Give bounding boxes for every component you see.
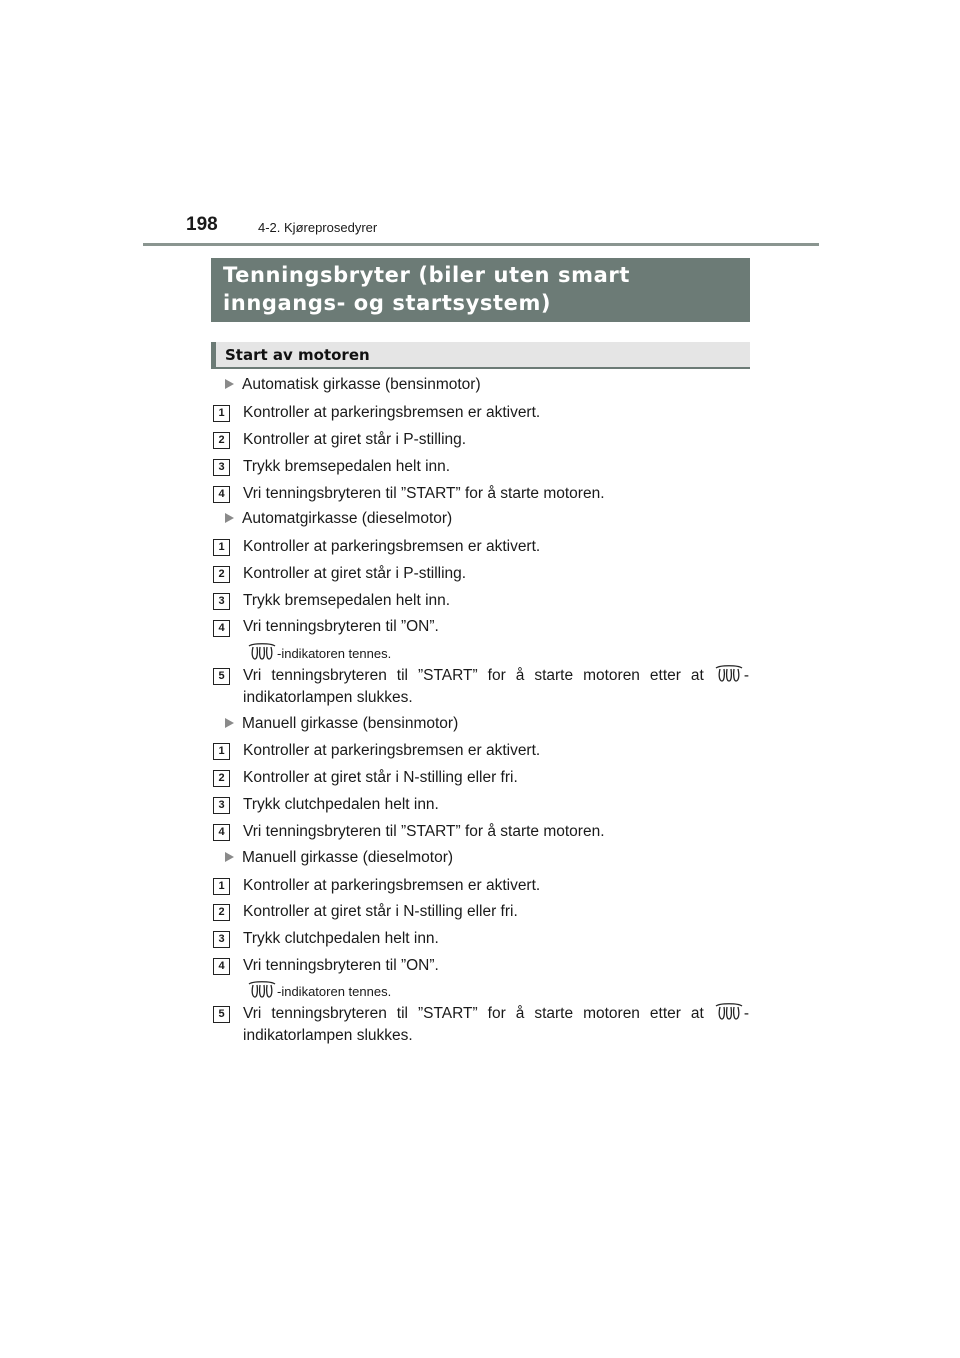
step-text-part: -indikatorlampen slukkes. xyxy=(243,1005,749,1044)
step-text: Vri tenningsbryteren til ”START” for å starte motoren. xyxy=(243,823,605,840)
step-number-badge: 2 xyxy=(213,770,230,787)
step-text: Trykk bremsepedalen helt inn. xyxy=(243,592,451,609)
title-line-2: inngangs- og startsystem) xyxy=(223,291,552,315)
step-text: Kontroller at giret står i N-stilling eller fri. xyxy=(243,769,518,786)
subsection-heading xyxy=(211,342,750,369)
glow-plug-indicator-icon xyxy=(714,665,744,683)
procedure-heading xyxy=(225,509,452,529)
page-number: 198 xyxy=(186,214,218,235)
title-line-1: Tenningsbryter (biler uten smart xyxy=(223,263,630,287)
chapter-title: 4-2. Kjøreprosedyrer xyxy=(258,220,378,235)
step-text-part: -indikatorlampen slukkes. xyxy=(243,667,749,706)
step-text: Vri tenningsbryteren til ”ON”. xyxy=(243,957,439,974)
step-text: Vri tenningsbryteren til ”START” for å starte motoren. xyxy=(243,485,605,502)
step-number-badge: 5 xyxy=(213,668,230,685)
glow-plug-indicator-icon xyxy=(247,643,277,661)
step-number-badge: 1 xyxy=(213,539,230,556)
step-number-badge: 1 xyxy=(213,743,230,760)
step-number-badge: 3 xyxy=(213,797,230,814)
step-text: Kontroller at parkeringsbremsen er aktivert. xyxy=(243,538,541,555)
step-note-label: -indikatoren tennes. xyxy=(277,646,392,661)
step-note xyxy=(247,981,391,1002)
triangle-bullet-icon xyxy=(225,513,234,523)
procedure-heading-label: Automatgirkasse (dieselmotor) xyxy=(242,510,453,527)
triangle-bullet-icon xyxy=(225,379,234,389)
step-note xyxy=(247,643,391,664)
step-number-badge: 3 xyxy=(213,593,230,610)
step-number-badge: 4 xyxy=(213,824,230,841)
procedure-heading-label: Automatisk girkasse (bensinmotor) xyxy=(242,376,481,393)
step-note-label: -indikatoren tennes. xyxy=(277,984,392,999)
step-number-badge: 1 xyxy=(213,878,230,895)
step-text: Kontroller at parkeringsbremsen er aktivert. xyxy=(243,404,541,421)
step-number-badge: 3 xyxy=(213,931,230,948)
triangle-bullet-icon xyxy=(225,852,234,862)
step-text: Vri tenningsbryteren til ”ON”. xyxy=(243,618,439,635)
step-number-badge: 2 xyxy=(213,904,230,921)
triangle-bullet-icon xyxy=(225,718,234,728)
step-number-badge: 4 xyxy=(213,620,230,637)
step-text: Kontroller at giret står i P-stilling. xyxy=(243,431,467,448)
glow-plug-indicator-icon xyxy=(714,1003,744,1021)
step-text-part: Vri tenningsbryteren til ”START” for å starte motoren etter at xyxy=(243,667,704,684)
step-number-badge: 2 xyxy=(213,566,230,583)
step-text xyxy=(243,665,749,709)
step-number-badge: 3 xyxy=(213,459,230,476)
procedure-heading xyxy=(225,375,481,395)
step-number-badge: 1 xyxy=(213,405,230,422)
step-text: Kontroller at parkeringsbremsen er aktivert. xyxy=(243,742,541,759)
step-text-part: Vri tenningsbryteren til ”START” for å starte motoren etter at xyxy=(243,1005,704,1022)
procedure-heading xyxy=(225,848,453,868)
header-divider xyxy=(143,243,819,246)
glow-plug-indicator-icon xyxy=(247,981,277,999)
procedure-heading-label: Manuell girkasse (dieselmotor) xyxy=(242,849,454,866)
step-text: Trykk clutchpedalen helt inn. xyxy=(243,930,439,947)
section-title-banner xyxy=(211,258,750,322)
step-number-badge: 4 xyxy=(213,486,230,503)
step-number-badge: 4 xyxy=(213,958,230,975)
subsection-heading-label: Start av motoren xyxy=(225,346,370,364)
step-number-badge: 5 xyxy=(213,1006,230,1023)
step-text: Kontroller at parkeringsbremsen er aktivert. xyxy=(243,877,541,894)
step-text: Trykk bremsepedalen helt inn. xyxy=(243,458,451,475)
step-number-badge: 2 xyxy=(213,432,230,449)
procedure-heading xyxy=(225,714,458,734)
procedure-heading-label: Manuell girkasse (bensinmotor) xyxy=(242,715,459,732)
step-text xyxy=(243,1003,749,1047)
step-text: Kontroller at giret står i P-stilling. xyxy=(243,565,467,582)
step-text: Trykk clutchpedalen helt inn. xyxy=(243,796,439,813)
step-text: Kontroller at giret står i N-stilling eller fri. xyxy=(243,903,518,920)
